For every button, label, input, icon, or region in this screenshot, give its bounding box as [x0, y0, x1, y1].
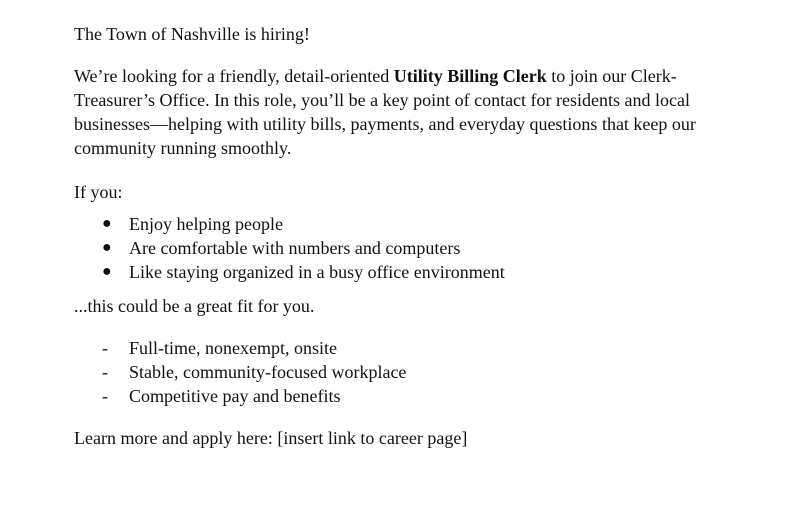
list-item-text: Competitive pay and benefits — [129, 386, 341, 406]
bullet-icon: ● — [102, 215, 112, 232]
list-item — [74, 336, 406, 360]
intro-line-1-start: We’re looking for a friendly, detail-oriented — [74, 66, 394, 86]
intro-line-4: community running smoothly. — [74, 138, 292, 158]
heading-text: The Town of Nashville is hiring! — [74, 24, 310, 44]
list-item-text: Full-time, nonexempt, onsite — [129, 338, 337, 358]
list-item — [74, 360, 406, 384]
list-item-text: Enjoy helping people — [129, 214, 283, 234]
list-item — [74, 384, 406, 408]
job-title-bold: Utility Billing Clerk — [393, 66, 547, 86]
dash-icon: - — [102, 362, 108, 382]
dash-icon: - — [102, 386, 108, 406]
qualities-bullet-list — [74, 212, 505, 284]
if-you-label: If you: — [74, 182, 123, 202]
bullet-icon: ● — [102, 263, 112, 280]
list-item — [74, 212, 505, 236]
intro-line-2: Treasurer’s Office. In this role, you’ll be a key point of contact for residents and local — [74, 90, 690, 110]
list-item-text: Stable, community-focused workplace — [129, 362, 407, 382]
dash-icon: - — [102, 338, 108, 358]
list-item-text: Are comfortable with numbers and computers — [129, 238, 461, 258]
job-details-dash-list — [74, 336, 406, 408]
intro-line-1 — [74, 64, 696, 88]
intro-line-1-end: to join our Clerk- — [546, 66, 677, 86]
great-fit-text: ...this could be a great fit for you. — [74, 296, 315, 316]
list-item — [74, 236, 505, 260]
bullet-icon: ● — [102, 239, 112, 256]
intro-line-3: businesses—helping with utility bills, payments, and everyday questions that keep our — [74, 114, 696, 134]
list-item — [74, 260, 505, 284]
apply-text: Learn more and apply here: [insert link to career page] — [74, 428, 468, 448]
intro-paragraph — [74, 64, 696, 160]
list-item-text: Like staying organized in a busy office environment — [129, 262, 505, 282]
